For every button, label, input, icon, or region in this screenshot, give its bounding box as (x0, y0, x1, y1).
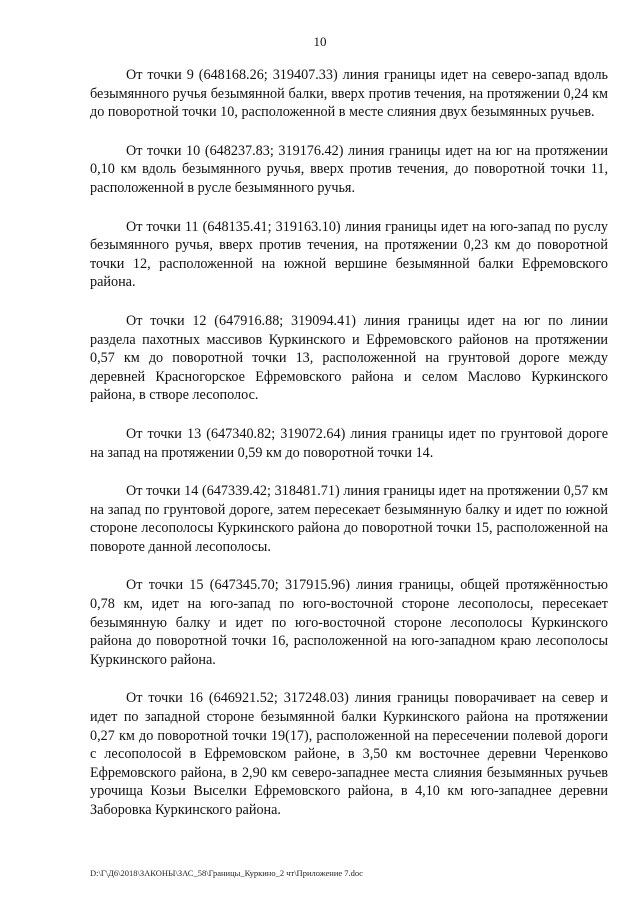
paragraph-point-15: От точки 15 (647345.70; 317915.96) линия границы, общей протяжённостью 0,78 км, идет на юго-запад по юго-восточной стороне лесополосы, пересекает безымянную балку и идет по юго-восточной стороне лесополосы Куркинского района до поворотной точки 16, расположенной на юго-западном краю лесополосы Куркинского района. (90, 577, 608, 668)
page-number: 10 (313, 34, 327, 49)
paragraph-point-16: От точки 16 (646921.52; 317248.03) линия границы поворачивает на север и идет по западной стороне безымянной балки Куркинского района на протяжении 0,27 км до поворотной точки 19(17), расположенной на пересечении полевой дороги с лесополосой в Ефремовском районе, в 3,50 км восточнее деревни Черенково Ефремовского района, в 2,90 км северо-западнее места слияния безымянных ручьев урочища Козьи Выселки Ефремовского района, в 4,10 км юго-западнее деревни Заборовка Куркинского района. (90, 690, 608, 818)
paragraph-point-13: От точки 13 (647340.82; 319072.64) линия границы идет по грунтовой дороге на запад на протяжении 0,59 км до поворотной точки 14. (90, 425, 608, 461)
paragraph-point-10: От точки 10 (648237.83; 319176.42) линия границы идет на юг на протяжении 0,10 км вдоль безымянного ручья, вверх против течения, до поворотной точки 11, расположенной в русле безымянного ручья. (90, 142, 608, 196)
paragraph-point-9: От точки 9 (648168.26; 319407.33) линия границы идет на северо-запад вдоль безымянного ручья безымянной балки, вверх против течения, на протяжении 0,24 км до поворотной точки 10, расположенной в месте слияния двух безымянных ручьев. (90, 67, 608, 121)
footer-file-path: D:\Г\Д6\2018\ЗАКОНЫ\ЗАС_58\Границы_Куркино_2 чт\Приложение 7.doc (90, 868, 363, 878)
paragraph-point-11: От точки 11 (648135.41; 319163.10) линия границы идет на юго-запад по руслу безымянного ручья, вверх против течения, на протяжении 0,23 км до поворотной точки 12, расположенной на южной вершине безымянной балки Ефремовского района. (90, 218, 608, 291)
paragraph-point-14: От точки 14 (647339.42; 318481.71) линия границы идет на протяжении 0,57 км на запад по грунтовой дороге, затем пересекает безымянную балку и идет по южной стороне лесополосы Куркинского района до поворотной точки 15, расположенной на повороте данной лесополосы. (90, 483, 608, 555)
document-body (90, 66, 608, 820)
paragraph-point-12: От точки 12 (647916.88; 319094.41) линия границы идет на юг по линии раздела пахотных массивов Куркинского и Ефремовского районов на протяжении 0,57 км до поворотной точки 13, расположенной на грунтовой дороге между деревней Красногорское Ефремовского района и селом Маслово Куркинского района, в створе лесополос. (90, 312, 608, 404)
